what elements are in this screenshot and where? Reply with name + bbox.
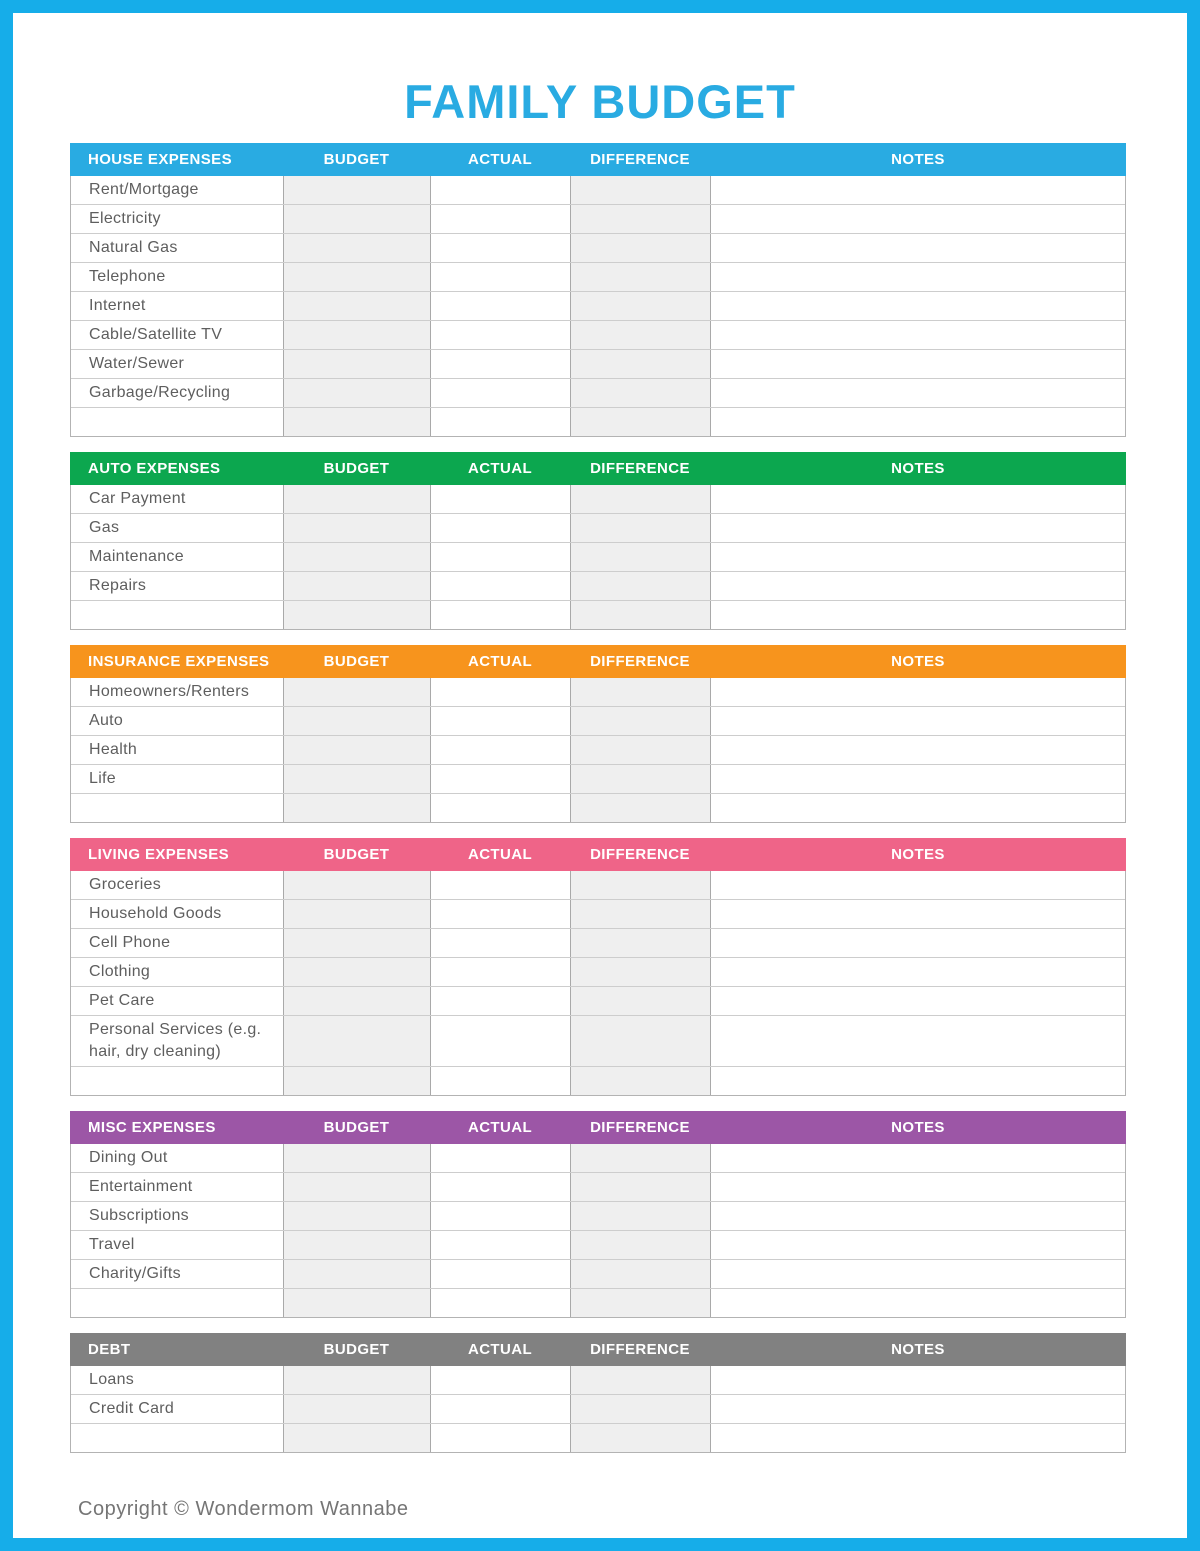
row-label: Cell Phone (71, 929, 284, 957)
budget-cell[interactable] (284, 736, 431, 764)
column-header-budget: BUDGET (323, 460, 390, 477)
row-label: Natural Gas (71, 234, 284, 262)
difference-cell[interactable] (571, 794, 711, 822)
budget-cell[interactable] (284, 1395, 431, 1423)
actual-cell[interactable] (431, 1231, 571, 1259)
difference-cell[interactable] (571, 234, 711, 262)
budget-cell[interactable] (284, 1067, 431, 1095)
column-header-notes: NOTES (891, 846, 945, 863)
actual-cell[interactable] (431, 1395, 571, 1423)
row-label: Telephone (71, 263, 284, 291)
budget-cell[interactable] (284, 1144, 431, 1172)
difference-cell[interactable] (571, 1366, 711, 1394)
actual-cell[interactable] (431, 1260, 571, 1288)
notes-cell[interactable] (711, 485, 1125, 513)
difference-cell[interactable] (571, 321, 711, 349)
actual-cell[interactable] (431, 1067, 571, 1095)
notes-cell[interactable] (711, 1067, 1125, 1095)
notes-cell[interactable] (711, 601, 1125, 629)
actual-cell[interactable] (431, 1173, 571, 1201)
section-body (70, 485, 1126, 630)
difference-cell[interactable] (571, 958, 711, 986)
row-label: Internet (71, 292, 284, 320)
section-title: DEBT (88, 1341, 131, 1358)
row-label: Life (71, 765, 284, 793)
notes-cell[interactable] (711, 408, 1125, 436)
budget-cell[interactable] (284, 514, 431, 542)
section-body (70, 678, 1126, 823)
notes-cell[interactable] (711, 1144, 1125, 1172)
notes-cell[interactable] (711, 900, 1125, 928)
row-label (71, 601, 284, 629)
actual-cell[interactable] (431, 292, 571, 320)
notes-cell[interactable] (711, 514, 1125, 542)
table-row (71, 408, 1125, 436)
notes-cell[interactable] (711, 292, 1125, 320)
table-row (71, 514, 1125, 543)
budget-cell[interactable] (284, 176, 431, 204)
notes-cell[interactable] (711, 958, 1125, 986)
section-body (70, 176, 1126, 437)
row-label: Groceries (71, 871, 284, 899)
budget-cell[interactable] (284, 572, 431, 600)
difference-cell[interactable] (571, 292, 711, 320)
actual-cell[interactable] (431, 958, 571, 986)
table-row (71, 1067, 1125, 1095)
row-label: Gas (71, 514, 284, 542)
section-title: LIVING EXPENSES (88, 846, 230, 863)
row-label (71, 1067, 284, 1095)
section-header-bar (70, 838, 1126, 871)
table-row (71, 543, 1125, 572)
table-row (71, 350, 1125, 379)
row-label: Subscriptions (71, 1202, 284, 1230)
table-row (71, 1289, 1125, 1317)
difference-cell[interactable] (571, 350, 711, 378)
table-row (71, 765, 1125, 794)
column-header-difference: DIFFERENCE (590, 653, 690, 670)
table-row (71, 900, 1125, 929)
difference-cell[interactable] (571, 601, 711, 629)
sections (13, 143, 1187, 1453)
copyright-text: Copyright © Wondermom Wannabe (78, 1498, 409, 1520)
column-header-notes: NOTES (891, 460, 945, 477)
budget-cell[interactable] (284, 350, 431, 378)
budget-cell[interactable] (284, 263, 431, 291)
row-label: Maintenance (71, 543, 284, 571)
difference-cell[interactable] (571, 485, 711, 513)
difference-cell[interactable] (571, 572, 711, 600)
table-row (71, 707, 1125, 736)
budget-cell[interactable] (284, 871, 431, 899)
actual-cell[interactable] (431, 263, 571, 291)
row-label: Pet Care (71, 987, 284, 1015)
actual-cell[interactable] (431, 871, 571, 899)
column-header-actual: ACTUAL (467, 151, 533, 168)
budget-cell[interactable] (284, 205, 431, 233)
difference-cell[interactable] (571, 736, 711, 764)
table-row (71, 987, 1125, 1016)
table-row (71, 601, 1125, 629)
budget-cell[interactable] (284, 1289, 431, 1317)
budget-cell[interactable] (284, 987, 431, 1015)
column-header-actual: ACTUAL (467, 460, 533, 477)
row-label: Auto (71, 707, 284, 735)
difference-cell[interactable] (571, 1260, 711, 1288)
notes-cell[interactable] (711, 350, 1125, 378)
notes-cell[interactable] (711, 987, 1125, 1015)
section-title: AUTO EXPENSES (88, 460, 221, 477)
actual-cell[interactable] (431, 794, 571, 822)
actual-cell[interactable] (431, 176, 571, 204)
notes-cell[interactable] (711, 1424, 1125, 1452)
table-row (71, 263, 1125, 292)
notes-cell[interactable] (711, 1173, 1125, 1201)
budget-cell[interactable] (284, 1260, 431, 1288)
budget-cell[interactable] (284, 765, 431, 793)
difference-cell[interactable] (571, 900, 711, 928)
row-label: Credit Card (71, 1395, 284, 1423)
table-row (71, 176, 1125, 205)
row-label: Charity/Gifts (71, 1260, 284, 1288)
budget-cell[interactable] (284, 321, 431, 349)
table-row (71, 1144, 1125, 1173)
difference-cell[interactable] (571, 929, 711, 957)
actual-cell[interactable] (431, 1202, 571, 1230)
table-row (71, 871, 1125, 900)
notes-cell[interactable] (711, 678, 1125, 706)
row-label (71, 1289, 284, 1317)
section-body (70, 871, 1126, 1096)
actual-cell[interactable] (431, 736, 571, 764)
actual-cell[interactable] (431, 485, 571, 513)
table-row (71, 1173, 1125, 1202)
difference-cell[interactable] (571, 1289, 711, 1317)
budget-cell[interactable] (284, 1231, 431, 1259)
table-row (71, 1231, 1125, 1260)
difference-cell[interactable] (571, 987, 711, 1015)
column-header-notes: NOTES (891, 653, 945, 670)
difference-cell[interactable] (571, 263, 711, 291)
budget-cell[interactable] (284, 1366, 431, 1394)
expense-section (70, 645, 1126, 823)
difference-cell[interactable] (571, 1067, 711, 1095)
column-header-budget: BUDGET (323, 151, 390, 168)
table-row (71, 1395, 1125, 1424)
row-label: Household Goods (71, 900, 284, 928)
budget-cell[interactable] (284, 379, 431, 407)
column-header-difference: DIFFERENCE (590, 151, 690, 168)
column-header-actual: ACTUAL (467, 1341, 533, 1358)
actual-cell[interactable] (431, 1289, 571, 1317)
table-row (71, 1202, 1125, 1231)
difference-cell[interactable] (571, 1395, 711, 1423)
section-title: HOUSE EXPENSES (88, 151, 232, 168)
table-row (71, 572, 1125, 601)
table-row (71, 678, 1125, 707)
actual-cell[interactable] (431, 408, 571, 436)
actual-cell[interactable] (431, 205, 571, 233)
section-title: INSURANCE EXPENSES (88, 653, 270, 670)
table-row (71, 794, 1125, 822)
notes-cell[interactable] (711, 1202, 1125, 1230)
budget-cell[interactable] (284, 543, 431, 571)
actual-cell[interactable] (431, 929, 571, 957)
row-label: Car Payment (71, 485, 284, 513)
difference-cell[interactable] (571, 707, 711, 735)
row-label: Homeowners/Renters (71, 678, 284, 706)
difference-cell[interactable] (571, 514, 711, 542)
notes-cell[interactable] (711, 1289, 1125, 1317)
notes-cell[interactable] (711, 205, 1125, 233)
actual-cell[interactable] (431, 543, 571, 571)
row-label: Loans (71, 1366, 284, 1394)
notes-cell[interactable] (711, 1395, 1125, 1423)
notes-cell[interactable] (711, 1366, 1125, 1394)
difference-cell[interactable] (571, 408, 711, 436)
budget-cell[interactable] (284, 1202, 431, 1230)
difference-cell[interactable] (571, 871, 711, 899)
column-header-notes: NOTES (891, 1341, 945, 1358)
row-label: Water/Sewer (71, 350, 284, 378)
table-row (71, 1366, 1125, 1395)
actual-cell[interactable] (431, 601, 571, 629)
actual-cell[interactable] (431, 1366, 571, 1394)
expense-section (70, 143, 1126, 437)
notes-cell[interactable] (711, 176, 1125, 204)
expense-section (70, 1333, 1126, 1453)
difference-cell[interactable] (571, 1173, 711, 1201)
section-header-bar (70, 452, 1126, 485)
notes-cell[interactable] (711, 765, 1125, 793)
notes-cell[interactable] (711, 929, 1125, 957)
budget-cell[interactable] (284, 1016, 431, 1066)
budget-cell[interactable] (284, 485, 431, 513)
row-label: Dining Out (71, 1144, 284, 1172)
column-header-notes: NOTES (891, 1119, 945, 1136)
actual-cell[interactable] (431, 1016, 571, 1066)
row-label (71, 1424, 284, 1452)
budget-cell[interactable] (284, 794, 431, 822)
row-label: Repairs (71, 572, 284, 600)
budget-cell[interactable] (284, 707, 431, 735)
table-row (71, 379, 1125, 408)
actual-cell[interactable] (431, 678, 571, 706)
notes-cell[interactable] (711, 707, 1125, 735)
table-row (71, 321, 1125, 350)
column-header-budget: BUDGET (323, 1119, 390, 1136)
actual-cell[interactable] (431, 1424, 571, 1452)
actual-cell[interactable] (431, 765, 571, 793)
table-row (71, 292, 1125, 321)
actual-cell[interactable] (431, 572, 571, 600)
table-row (71, 205, 1125, 234)
difference-cell[interactable] (571, 205, 711, 233)
difference-cell[interactable] (571, 678, 711, 706)
table-row (71, 485, 1125, 514)
column-header-budget: BUDGET (323, 1341, 390, 1358)
budget-cell[interactable] (284, 1173, 431, 1201)
difference-cell[interactable] (571, 1202, 711, 1230)
section-body (70, 1144, 1126, 1318)
difference-cell[interactable] (571, 1424, 711, 1452)
notes-cell[interactable] (711, 871, 1125, 899)
row-label: Health (71, 736, 284, 764)
row-label: Rent/Mortgage (71, 176, 284, 204)
notes-cell[interactable] (711, 1231, 1125, 1259)
notes-cell[interactable] (711, 1016, 1125, 1066)
actual-cell[interactable] (431, 987, 571, 1015)
budget-cell[interactable] (284, 234, 431, 262)
notes-cell[interactable] (711, 543, 1125, 571)
notes-cell[interactable] (711, 379, 1125, 407)
table-row (71, 1016, 1125, 1067)
actual-cell[interactable] (431, 234, 571, 262)
budget-cell[interactable] (284, 958, 431, 986)
row-label: Cable/Satellite TV (71, 321, 284, 349)
table-row (71, 234, 1125, 263)
row-label (71, 794, 284, 822)
notes-cell[interactable] (711, 736, 1125, 764)
actual-cell[interactable] (431, 350, 571, 378)
column-header-budget: BUDGET (323, 846, 390, 863)
row-label (71, 408, 284, 436)
notes-cell[interactable] (711, 263, 1125, 291)
actual-cell[interactable] (431, 514, 571, 542)
difference-cell[interactable] (571, 379, 711, 407)
section-body (70, 1366, 1126, 1453)
column-header-actual: ACTUAL (467, 1119, 533, 1136)
section-header-bar (70, 143, 1126, 176)
expense-section (70, 452, 1126, 630)
budget-cell[interactable] (284, 929, 431, 957)
budget-cell[interactable] (284, 601, 431, 629)
row-label: Electricity (71, 205, 284, 233)
row-label: Personal Services (e.g. hair, dry cleaning) (71, 1016, 284, 1066)
section-header-bar (70, 1111, 1126, 1144)
table-row (71, 1424, 1125, 1452)
row-label: Clothing (71, 958, 284, 986)
column-header-difference: DIFFERENCE (590, 1119, 690, 1136)
column-header-notes: NOTES (891, 151, 945, 168)
actual-cell[interactable] (431, 707, 571, 735)
budget-cell[interactable] (284, 292, 431, 320)
table-row (71, 958, 1125, 987)
table-row (71, 1260, 1125, 1289)
column-header-actual: ACTUAL (467, 846, 533, 863)
notes-cell[interactable] (711, 794, 1125, 822)
notes-cell[interactable] (711, 1260, 1125, 1288)
page-title: FAMILY BUDGET (404, 75, 796, 128)
column-header-actual: ACTUAL (467, 653, 533, 670)
section-title: MISC EXPENSES (88, 1119, 216, 1136)
expense-section (70, 838, 1126, 1096)
difference-cell[interactable] (571, 1144, 711, 1172)
expense-section (70, 1111, 1126, 1318)
row-label: Travel (71, 1231, 284, 1259)
budget-cell[interactable] (284, 900, 431, 928)
column-header-budget: BUDGET (323, 653, 390, 670)
notes-cell[interactable] (711, 321, 1125, 349)
notes-cell[interactable] (711, 234, 1125, 262)
difference-cell[interactable] (571, 1231, 711, 1259)
actual-cell[interactable] (431, 321, 571, 349)
section-header-bar (70, 1333, 1126, 1366)
column-header-difference: DIFFERENCE (590, 846, 690, 863)
table-row (71, 929, 1125, 958)
actual-cell[interactable] (431, 1144, 571, 1172)
column-header-difference: DIFFERENCE (590, 1341, 690, 1358)
table-row (71, 736, 1125, 765)
budget-cell[interactable] (284, 408, 431, 436)
budget-cell[interactable] (284, 678, 431, 706)
notes-cell[interactable] (711, 572, 1125, 600)
actual-cell[interactable] (431, 900, 571, 928)
actual-cell[interactable] (431, 379, 571, 407)
difference-cell[interactable] (571, 543, 711, 571)
difference-cell[interactable] (571, 176, 711, 204)
row-label: Entertainment (71, 1173, 284, 1201)
budget-cell[interactable] (284, 1424, 431, 1452)
row-label: Garbage/Recycling (71, 379, 284, 407)
difference-cell[interactable] (571, 765, 711, 793)
section-header-bar (70, 645, 1126, 678)
difference-cell[interactable] (571, 1016, 711, 1066)
column-header-difference: DIFFERENCE (590, 460, 690, 477)
